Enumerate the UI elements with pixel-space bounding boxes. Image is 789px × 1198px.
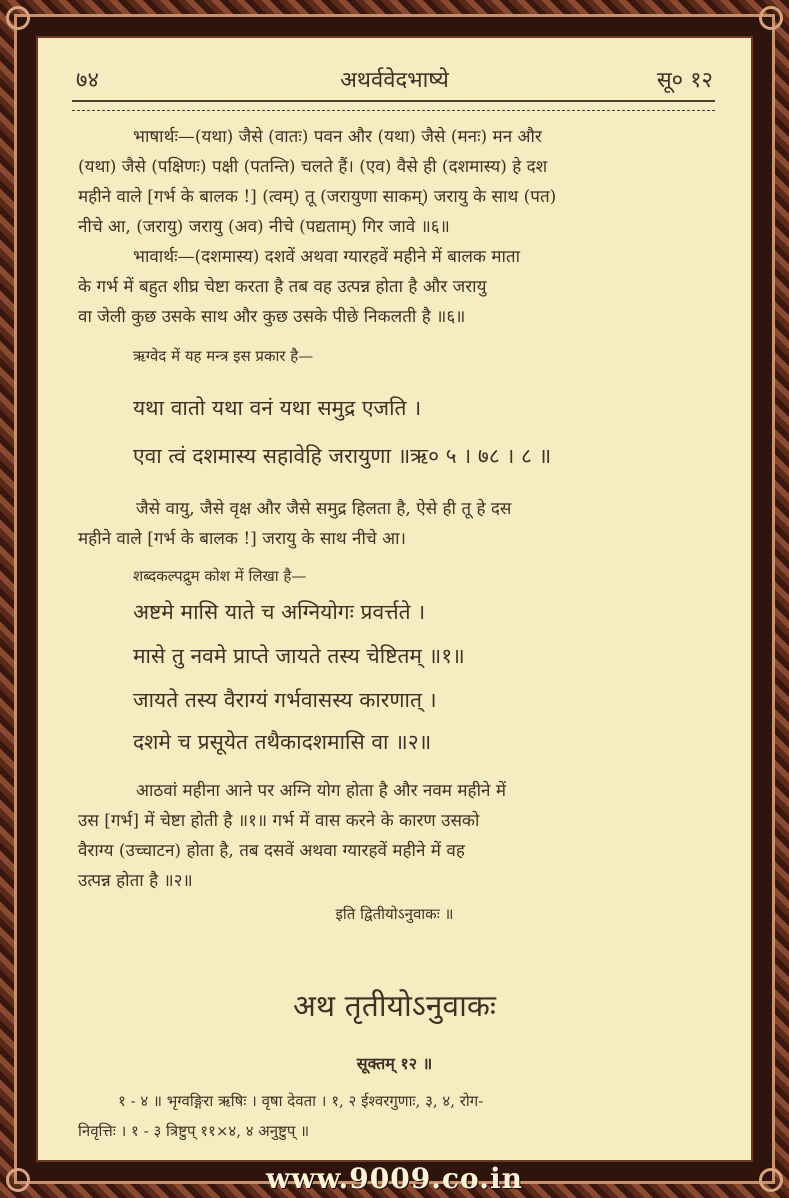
book-page bbox=[36, 36, 753, 1162]
text-line: महीने वाले [गर्भ के बालक !] (त्वम्) तू (जरायुणा साकम्) जरायु के साथ (पत) bbox=[78, 187, 557, 207]
text-line: वैराग्य (उच्चाटन) होता है, तब दसवें अथवा ग्यारहवें महीने में वह bbox=[78, 841, 465, 861]
rigveda-verse-line: एवा त्वं दशमास्य सहावेहि जरायुणा ॥ऋ० ५ । ७८ । ८ ॥ bbox=[133, 444, 552, 468]
anuvaka-end: इति द्वितीयोऽनुवाकः ॥ bbox=[335, 905, 454, 923]
text-line: वा जेली कुछ उसके साथ और कुछ उसके पीछे निकलती है ॥६॥ bbox=[78, 307, 466, 327]
text-line: के गर्भ में बहुत शीघ्र चेष्टा करता है तब वह उत्पन्न होता है और जरायु bbox=[78, 277, 487, 297]
text-line: १ - ४ ॥ भृग्वङ्गिरा ऋषिः । वृषा देवता । १, २ ईश्वरगुणाः, ३, ४, रोग- bbox=[118, 1092, 484, 1110]
bhashartha-paragraph bbox=[78, 122, 711, 242]
page-number: ७४ bbox=[76, 68, 99, 93]
kosha-verse-line: मासे तु नवमे प्राप्ते जायते तस्य चेष्टितम् ॥१॥ bbox=[133, 644, 465, 668]
text-line: भावार्थः—(दशमास्य) दशवें अथवा ग्यारहवें महीने में बालक माता bbox=[133, 247, 520, 267]
kosha-verse-line: दशमे च प्रसूयेत तथैकादशमासि वा ॥२॥ bbox=[133, 730, 432, 754]
text-line: नीचे आ, (जरायु) जरायु (अव) नीचे (पद्यताम्) गिर जावे ॥६॥ bbox=[78, 217, 450, 237]
corner-ornament bbox=[6, 6, 30, 30]
book-title: अथर्ववेदभाष्ये bbox=[340, 68, 449, 93]
anuvaka-title: अथ तृतीयोऽनुवाकः bbox=[293, 989, 496, 1024]
rigveda-verse-line: यथा वातो यथा वनं यथा समुद्र एजति । bbox=[133, 396, 422, 420]
kosha-verse-line: जायते तस्य वैराग्यं गर्भवासस्य कारणात् । bbox=[133, 688, 437, 712]
text-line: आठवां महीना आने पर अग्नि योग होता है और नवम महीने में bbox=[136, 781, 506, 801]
text-line: भाषार्थः—(यथा) जैसे (वातः) पवन और (यथा) जैसे (मनः) मन और bbox=[133, 127, 542, 147]
text-line: उत्पन्न होता है ॥२॥ bbox=[78, 871, 193, 891]
page-header bbox=[76, 64, 713, 100]
rigveda-note: ऋग्वेद में यह मन्त्र इस प्रकार है— bbox=[133, 347, 314, 365]
header-rule bbox=[72, 100, 715, 111]
sukta-meta-paragraph bbox=[78, 1086, 711, 1146]
bhavartha-paragraph bbox=[78, 242, 711, 332]
kosha-meaning-paragraph bbox=[78, 776, 711, 896]
text-line: (यथा) जैसे (पक्षिणः) पक्षी (पतन्ति) चलते हैं। (एव) वैसे ही (दशमास्य) हे दश bbox=[78, 157, 548, 177]
website-footer: www.9009.co.in bbox=[266, 1162, 523, 1195]
sukta-number: सू० १२ bbox=[656, 68, 713, 93]
text-line: निवृत्तिः । १ - ३ त्रिष्टुप् ११×४, ४ अनुष्टुप् ॥ bbox=[78, 1122, 310, 1140]
kosha-note: शब्दकल्पद्रुम कोश में लिखा है— bbox=[133, 567, 307, 585]
text-line: उस [गर्भ] में चेष्टा होती है ॥१॥ गर्भ में वास करने के कारण उसको bbox=[78, 811, 480, 831]
text-line: जैसे वायु, जैसे वृक्ष और जैसे समुद्र हिलता है, ऐसे ही तू हे दस bbox=[136, 499, 512, 519]
sukta-heading: सूक्तम् १२ ॥ bbox=[356, 1054, 433, 1073]
corner-ornament bbox=[759, 6, 783, 30]
rigveda-meaning-paragraph bbox=[78, 494, 711, 554]
kosha-verse-line: अष्टमे मासि याते च अग्नियोगः प्रवर्त्तते । bbox=[133, 600, 426, 624]
text-line: महीने वाले [गर्भ के बालक !] जरायु के साथ नीचे आ। bbox=[78, 529, 406, 549]
